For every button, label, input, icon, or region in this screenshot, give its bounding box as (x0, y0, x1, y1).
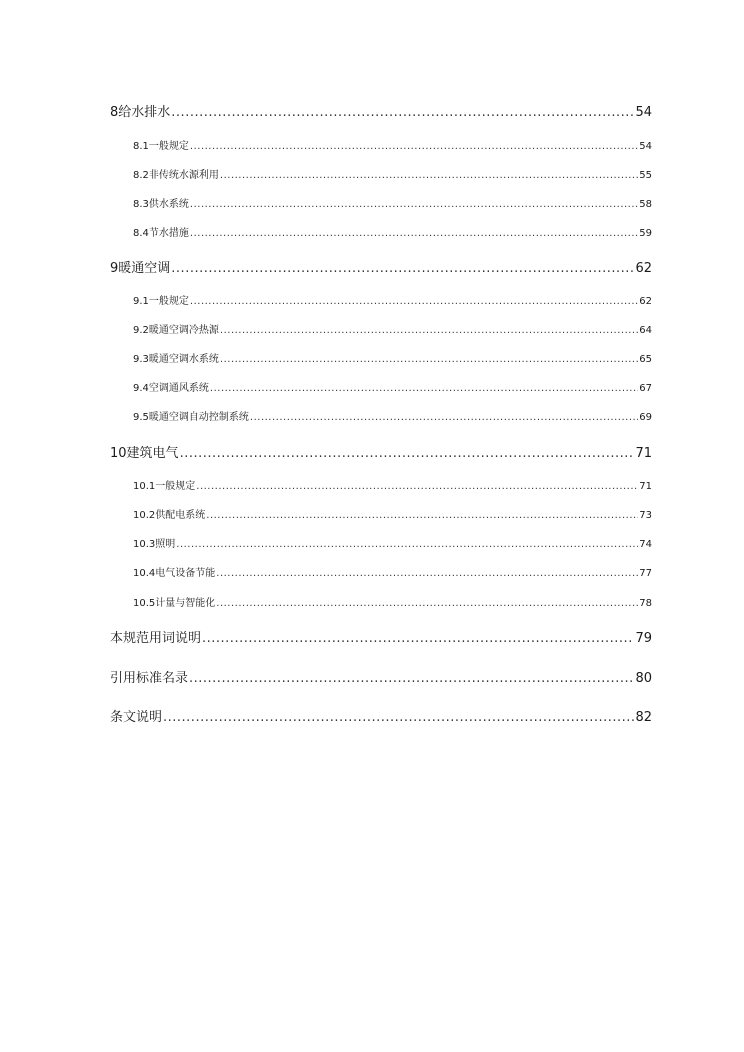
toc-leader-dots (189, 671, 634, 686)
toc-title: 计量与智能化 (155, 598, 216, 609)
toc-title: 引用标准名录 (110, 671, 189, 686)
toc-number: 8.4 (133, 228, 149, 239)
toc-number: 10.2 (133, 510, 156, 521)
toc-page-number: 67 (639, 383, 652, 394)
toc-page-number: 79 (635, 631, 652, 646)
toc-entry-section[interactable] (110, 166, 652, 180)
toc-page-number: 77 (639, 568, 652, 579)
toc-leader-dots (202, 631, 634, 646)
toc-page-number: 54 (635, 105, 652, 120)
toc-leader-dots (190, 296, 638, 307)
toc-title: 一般规定 (155, 481, 196, 492)
toc-title: 本规范用词说明 (110, 631, 202, 646)
toc-title: 暖通空调冷热源 (148, 325, 219, 336)
toc-page-number: 82 (635, 710, 652, 725)
toc-title: 非传统水源利用 (148, 170, 219, 181)
toc-leader-dots (190, 199, 638, 210)
toc-title: 供水系统 (148, 199, 189, 210)
toc-number: 9.1 (133, 296, 149, 307)
toc-entry-section[interactable] (110, 408, 652, 422)
toc-title: 一般规定 (148, 296, 189, 307)
toc-page-number: 59 (639, 228, 652, 239)
toc-leader-dots (171, 261, 634, 276)
toc-number: 10.5 (133, 598, 156, 609)
toc-leader-dots (216, 598, 638, 609)
toc-page-number: 71 (635, 446, 652, 461)
toc-leader-dots (220, 170, 638, 181)
toc-entry-chapter[interactable] (110, 257, 652, 275)
toc-entry-section[interactable] (110, 350, 652, 364)
toc-leader-dots (163, 710, 634, 725)
toc-leader-dots (216, 568, 638, 579)
toc-page-number: 54 (639, 141, 652, 152)
toc-leader-dots (206, 510, 638, 521)
toc-title: 暖通空调水系统 (148, 354, 219, 365)
toc-leader-dots (210, 383, 638, 394)
toc-title: 节水措施 (148, 228, 189, 239)
toc-leader-dots (190, 228, 638, 239)
toc-page-number: 64 (639, 325, 652, 336)
toc-leader-dots (180, 446, 635, 461)
toc-entry-appendix[interactable] (110, 706, 652, 724)
toc-title: 暖通空调 (118, 261, 171, 276)
toc-leader-dots (196, 481, 638, 492)
toc-number: 9.5 (133, 412, 149, 423)
toc-entry-section[interactable] (110, 594, 652, 608)
toc-title: 电气设备节能 (155, 568, 216, 579)
toc-number: 8 (110, 105, 119, 120)
toc-entry-section[interactable] (110, 137, 652, 151)
toc-number: 8.3 (133, 199, 149, 210)
toc-title: 暖通空调自动控制系统 (148, 412, 249, 423)
toc-number: 8.2 (133, 170, 149, 181)
toc-entry-section[interactable] (110, 564, 652, 578)
toc-entry-section[interactable] (110, 535, 652, 549)
toc-number: 9.4 (133, 383, 149, 394)
toc-entry-section[interactable] (110, 224, 652, 238)
toc-leader-dots (171, 105, 634, 120)
toc-page-number: 69 (639, 412, 652, 423)
toc-entry-section[interactable] (110, 292, 652, 306)
toc-number: 10.1 (133, 481, 156, 492)
toc-page-number: 62 (635, 261, 652, 276)
toc-entry-section[interactable] (110, 477, 652, 491)
toc-leader-dots (190, 141, 638, 152)
toc-number: 9.3 (133, 354, 149, 365)
toc-number: 10.4 (133, 568, 156, 579)
toc-title: 条文说明 (110, 710, 163, 725)
toc-page-number: 78 (639, 598, 652, 609)
toc-title: 一般规定 (148, 141, 189, 152)
toc-entry-appendix[interactable] (110, 627, 652, 645)
toc-number: 9.2 (133, 325, 149, 336)
toc-entry-section[interactable] (110, 506, 652, 520)
toc-title: 空调通风系统 (148, 383, 209, 394)
toc-page-number: 80 (635, 671, 652, 686)
toc-entry-chapter[interactable] (110, 101, 652, 119)
toc-title: 建筑电气 (126, 446, 179, 461)
toc-page-number: 71 (639, 481, 652, 492)
toc-title: 供配电系统 (155, 510, 206, 521)
toc-leader-dots (250, 412, 638, 423)
toc-entry-section[interactable] (110, 195, 652, 209)
toc-entry-appendix[interactable] (110, 667, 652, 685)
toc-number: 10 (110, 446, 127, 461)
toc-page-number: 73 (639, 510, 652, 521)
toc-entry-section[interactable] (110, 379, 652, 393)
toc-number: 8.1 (133, 141, 149, 152)
toc-number: 9 (110, 261, 119, 276)
toc-leader-dots (220, 354, 638, 365)
toc-page-number: 58 (639, 199, 652, 210)
toc-title: 给水排水 (118, 105, 171, 120)
toc-entry-chapter[interactable] (110, 442, 652, 460)
toc-page-number: 55 (639, 170, 652, 181)
toc-page-number: 62 (639, 296, 652, 307)
toc-title: 照明 (155, 539, 176, 550)
toc-number: 10.3 (133, 539, 156, 550)
toc-leader-dots (176, 539, 638, 550)
toc-entry-section[interactable] (110, 321, 652, 335)
toc-page-number: 65 (639, 354, 652, 365)
toc-page-number: 74 (639, 539, 652, 550)
toc-leader-dots (220, 325, 638, 336)
